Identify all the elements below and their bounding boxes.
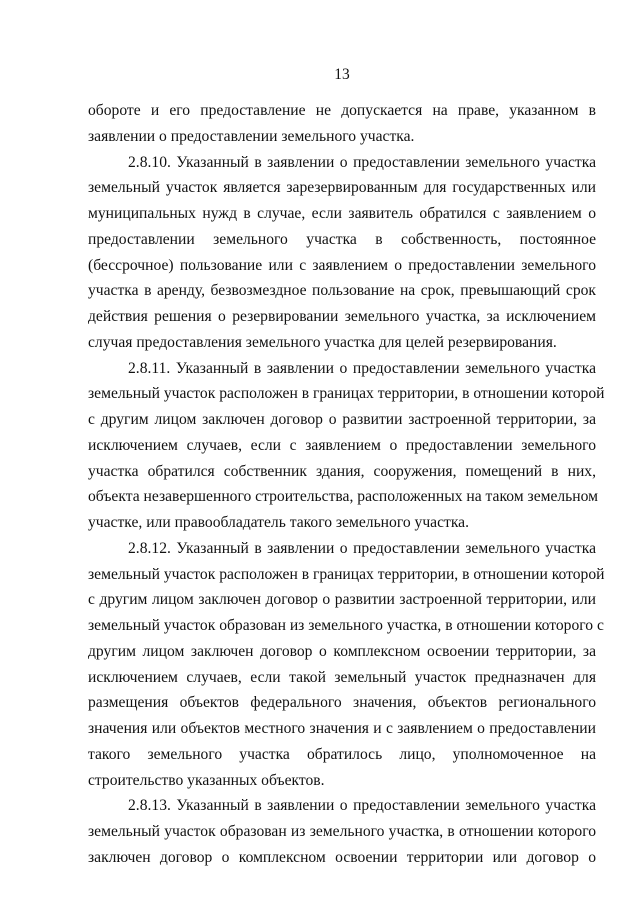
text-line: обороте и его предоставление не допускается на праве, указанном в — [88, 102, 596, 119]
text-line: размещения объектов федерального значения, объектов регионального — [88, 694, 596, 712]
text-line: действия решения о резервировании земельного участка, за исключением — [88, 308, 596, 325]
page-number: 13 — [334, 66, 350, 83]
text-line: участке, или правообладатель такого земельного участка. — [88, 514, 469, 531]
paragraph-p-2-8-10 — [88, 150, 596, 356]
text-line: 2.8.11. Указанный в заявлении о предоставлении земельного участка — [128, 359, 596, 377]
text-line: с другим лицом заключен договор о развитии застроенной территории, или — [88, 591, 596, 609]
text-line: участка обратился собственник здания, сооружения, помещений в них, — [88, 462, 596, 480]
text-line: земельный участок расположен в границах территории, в отношении которой — [88, 385, 605, 403]
text-line: случая предоставления земельного участка для целей резервирования. — [88, 333, 557, 351]
text-line: участка в аренду, безвозмездное пользование на срок, превышающий срок — [88, 282, 596, 300]
text-line: 2.8.13. Указанный в заявлении о предоставлении земельного участка — [128, 797, 596, 815]
text-line: строительство указанных объектов. — [88, 771, 325, 789]
text-line: земельный участок является зарезервированным для государственных или — [88, 179, 596, 197]
text-line: заключен договор о комплексном освоении территории или договор о — [88, 848, 596, 866]
text-line: земельный участок образован из земельного участка, в отношении которого — [88, 823, 596, 840]
text-line: исключением случаев, если с заявлением о предоставлении земельного — [88, 436, 596, 454]
text-line: предоставлении земельного участка в собственность, постоянное — [88, 230, 596, 248]
text-line: 2.8.10. Указанный в заявлении о предоставлении земельного участка — [128, 153, 596, 171]
text-line: другим лицом заключен договор о комплексном освоении территории, за — [88, 642, 596, 660]
paragraph-p-2-8-12 — [88, 536, 605, 794]
text-line: исключением случаев, если такой земельный участок предназначен для — [88, 668, 596, 686]
text-line: такого земельного участка обратилось лицо, уполномоченное на — [88, 745, 596, 763]
text-line: заявлении о предоставлении земельного участка. — [88, 127, 415, 145]
text-line: муниципальных нужд в случае, если заявитель обратился с заявлением о — [88, 205, 596, 222]
document-page — [88, 0, 605, 905]
text-line: земельный участок расположен в границах территории, в отношении которой — [88, 565, 605, 583]
text-line: с другим лицом заключен договор о развитии застроенной территории, за — [88, 411, 596, 428]
text-line: земельный участок образован из земельного участка, в отношении которого с — [88, 617, 604, 634]
document-body — [88, 98, 605, 871]
text-line: 2.8.12. Указанный в заявлении о предоставлении земельного участка — [128, 539, 596, 557]
paragraph-p-2-8-13 — [88, 793, 596, 870]
paragraph-continuation — [88, 98, 596, 150]
text-line: (бессрочное) пользование или с заявлением о предоставлении земельного — [88, 256, 596, 274]
paragraph-p-2-8-11 — [88, 356, 605, 536]
text-line: значения или объектов местного значения и с заявлением о предоставлении — [88, 720, 596, 737]
text-line: объекта незавершенного строительства, расположенных на таком земельном — [88, 488, 599, 506]
